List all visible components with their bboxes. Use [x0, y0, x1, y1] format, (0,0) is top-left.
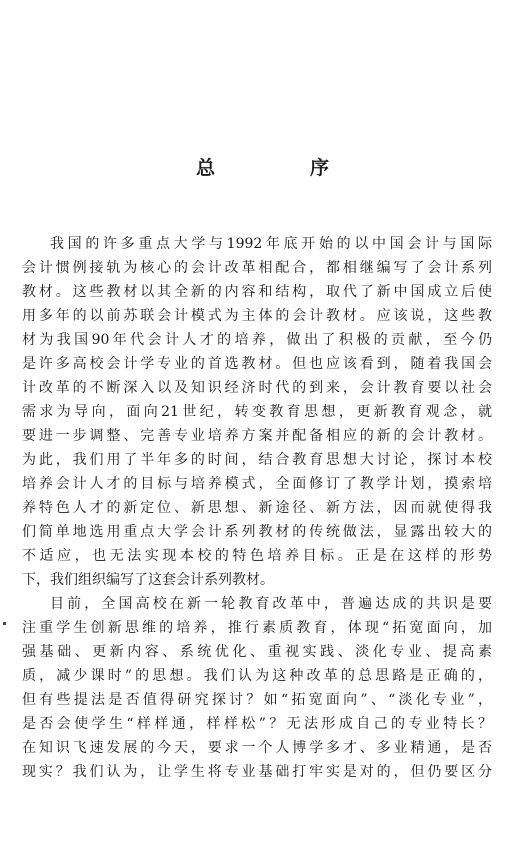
paragraph-2-line-1: 目前，全国高校在新一轮教育改革中，普遍达成的共识是要 [50, 596, 492, 612]
paragraph-1-line-4: 用多年的以前苏联会计模式为主体的会计教材。应该说，这些教 [22, 308, 492, 324]
paragraph-2-line-7: 在知识飞速发展的今天，要求一个人博学多才、多业精通，是否 [22, 740, 492, 756]
paragraph-1-line-10: 为此，我们用了半年多的时间，结合教育思想大讨论，探讨本校 [22, 452, 492, 468]
paragraph-1-line-15: 下，我们组织编写了这套会计系列教材。 [22, 572, 274, 588]
body-text [22, 232, 492, 784]
paragraph-2-line-4: 质，减少课时”的思想。我们认为这种改革的总思路是正确的， [22, 668, 492, 684]
paragraph-1-line-7: 计改革的不断深入以及知识经济时代的到来，会计教育要以社会 [22, 380, 492, 396]
paragraph-2-line-3: 强基础、更新内容、系统优化、重视实践、淡化专业、提高素 [22, 644, 492, 660]
page-title: 总 序 [195, 157, 367, 179]
paragraph-1-line-11: 培养会计人才的目标与培养模式，全面修订了教学计划，摸索培 [22, 476, 492, 492]
paragraph-1-line-2: 会计惯例接轨为核心的会计改革相配合，都相继编写了会计系列 [22, 260, 492, 276]
paragraph-1-line-14: 不适应，也无法实现本校的特色培养目标。正是在这样的形势 [22, 548, 492, 564]
paragraph-2-line-5: 但有些提法是否值得研究探讨？如“拓宽面向”、“淡化专业”， [22, 692, 492, 708]
paragraph-2-line-6: 是否会使学生“样样通，样样松”？无法形成自己的专业特长？ [22, 716, 492, 732]
paragraph-1-line-12: 养特色人才的新定位、新思想、新途径、新方法，因而就使得我 [22, 500, 492, 516]
paragraph-2-line-2: 注重学生创新思维的培养，推行素质教育，体现“拓宽面向，加 [22, 620, 492, 636]
paragraph-1-line-9: 要进一步调整、完善专业培养方案并配备相应的新的会计教材。 [22, 428, 492, 444]
paragraph-1-line-3: 教材。这些教材以其全新的内容和结构，取代了新中国成立后使 [22, 284, 492, 300]
paragraph-1-line-6: 是许多高校会计学专业的首选教材。但也应该看到，随着我国会 [22, 356, 492, 372]
scan-speck [3, 622, 6, 625]
paragraph-1-line-13: 们简单地选用重点大学会计系列教材的传统做法，显露出较大的 [22, 524, 492, 540]
paragraph-1-line-5: 材为我国90年代会计人才的培养，做出了积极的贡献，至今仍 [22, 332, 492, 348]
paragraph-1-line-8: 需求为导向，面向21世纪，转变教育思想，更新教育观念，就 [22, 404, 492, 420]
paragraph-2-line-8: 现实？我们认为，让学生将专业基础打牢实是对的，但仍要区分 [22, 764, 492, 780]
paragraph-1-line-1: 我国的许多重点大学与1992年底开始的以中国会计与国际 [50, 236, 492, 252]
